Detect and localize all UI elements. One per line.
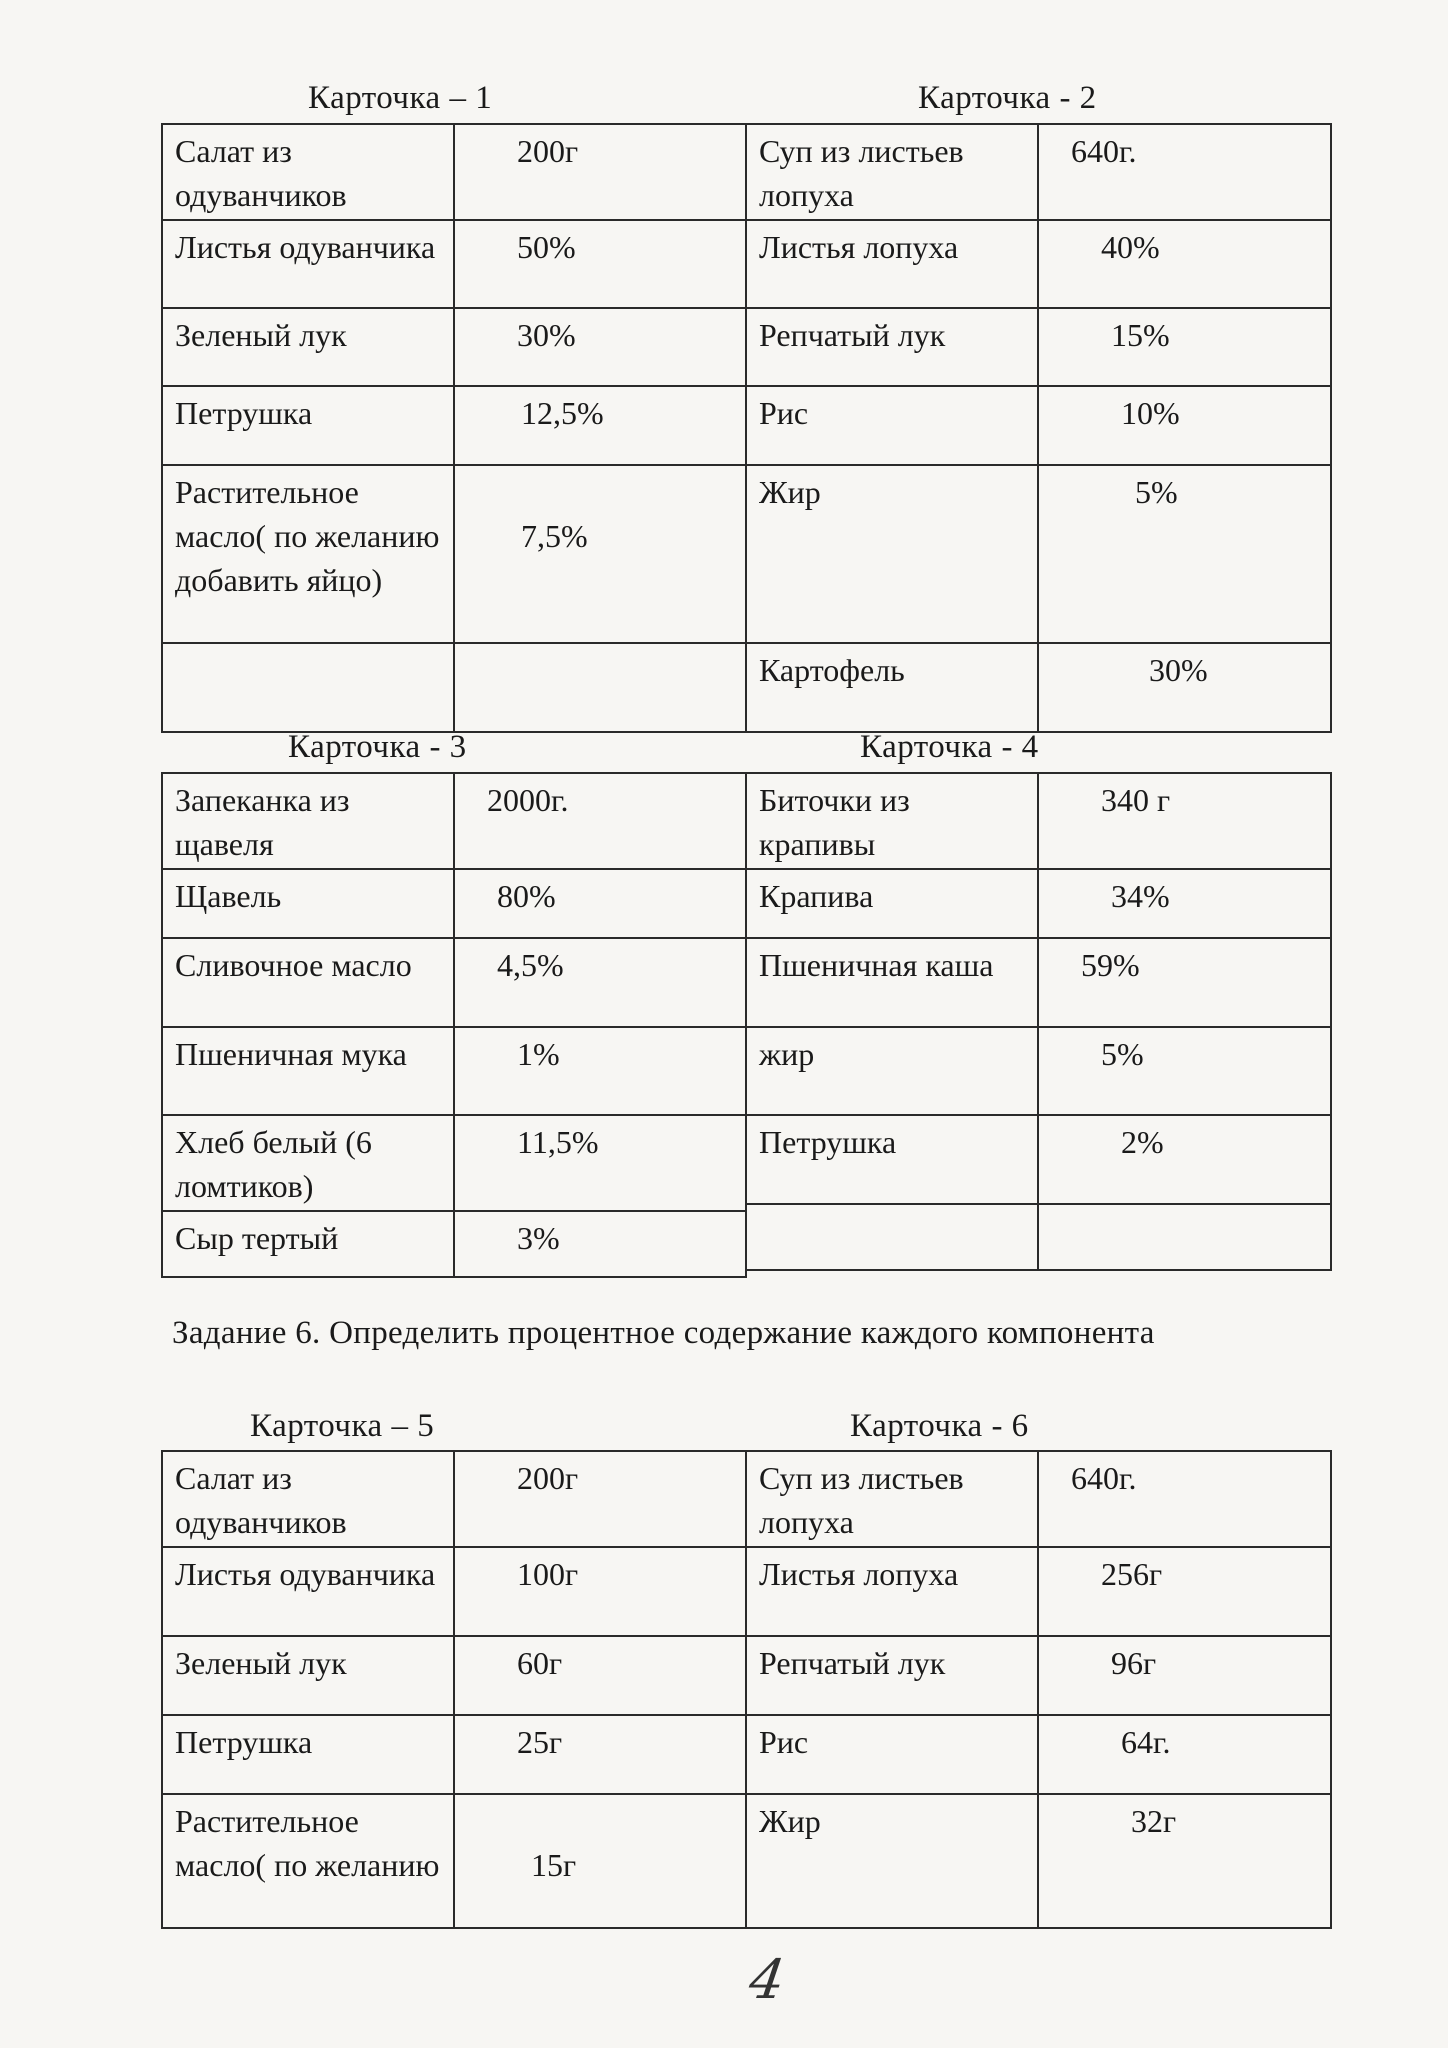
ingredient-value: 30% — [517, 317, 576, 353]
ingredient-value: 64г. — [1121, 1724, 1171, 1760]
ingredient-name: Жир — [746, 465, 1038, 643]
ingredient-value: 25г — [517, 1724, 563, 1760]
ingredient-value: 32г — [1131, 1803, 1177, 1839]
ingredient-value: 2% — [1121, 1124, 1164, 1160]
ingredient-value: 11,5% — [517, 1124, 599, 1160]
ingredient-name: Зеленый лук — [162, 308, 454, 386]
ingredient-value: 2000г. — [487, 782, 569, 818]
ingredient-name: Петрушка — [746, 1115, 1038, 1204]
card-3-table — [161, 772, 747, 1278]
task-heading: Задание 6. Определить процентное содержание каждого компонента — [172, 1315, 1155, 1351]
ingredient-name: Листья лопуха — [746, 220, 1038, 308]
ingredient-name: Растительное масло( по желанию — [162, 1794, 454, 1928]
ingredient-name: Суп из листьев лопуха — [746, 124, 1038, 220]
ingredient-name: жир — [746, 1027, 1038, 1115]
ingredient-name: Зеленый лук — [162, 1636, 454, 1715]
ingredient-value: 4,5% — [497, 947, 564, 983]
ingredient-value: 12,5% — [521, 395, 604, 431]
card-5-table — [161, 1450, 747, 1929]
ingredient-name: Петрушка — [162, 386, 454, 465]
ingredient-name: Листья лопуха — [746, 1547, 1038, 1636]
ingredient-name: Жир — [746, 1794, 1038, 1928]
ingredient-name: Картофель — [746, 643, 1038, 732]
ingredient-name: Листья одуванчика — [162, 1547, 454, 1636]
ingredient-value: 34% — [1111, 878, 1170, 914]
ingredient-value: 15г — [531, 1847, 577, 1883]
ingredient-value: 40% — [1101, 229, 1160, 265]
ingredient-name: Пшеничная каша — [746, 938, 1038, 1027]
ingredient-value: 200г — [517, 133, 579, 169]
card-1-table — [161, 123, 747, 733]
page-number: 4 — [745, 1948, 789, 2011]
card-4-table — [745, 772, 1332, 1271]
ingredient-value: 100г — [517, 1556, 579, 1592]
ingredient-value: 640г. — [1071, 1460, 1137, 1496]
card-2-table — [745, 123, 1332, 733]
ingredient-name: Рис — [746, 1715, 1038, 1794]
ingredient-name — [746, 1204, 1038, 1270]
ingredient-value: 15% — [1111, 317, 1170, 353]
ingredient-name — [162, 643, 454, 732]
ingredient-name: Репчатый лук — [746, 308, 1038, 386]
ingredient-value: 640г. — [1071, 133, 1137, 169]
card-1-title: Карточка – 1 — [308, 80, 493, 116]
ingredient-value: 96г — [1111, 1645, 1157, 1681]
card-2-title: Карточка - 2 — [918, 80, 1097, 116]
ingredient-value: 7,5% — [521, 518, 588, 554]
ingredient-value: 30% — [1149, 652, 1208, 688]
ingredient-value: 256г — [1101, 1556, 1163, 1592]
ingredient-name: Салат из одуванчиков — [162, 1451, 454, 1547]
ingredient-value: 1% — [517, 1036, 560, 1072]
ingredient-name: Крапива — [746, 869, 1038, 938]
ingredient-name: Суп из листьев лопуха — [746, 1451, 1038, 1547]
ingredient-name: Растительное масло( по желанию добавить яйцо) — [162, 465, 454, 643]
ingredient-name: Рис — [746, 386, 1038, 465]
ingredient-value: 50% — [517, 229, 576, 265]
card-3-title: Карточка - 3 — [288, 729, 467, 765]
ingredient-name: Листья одуванчика — [162, 220, 454, 308]
ingredient-name: Пшеничная мука — [162, 1027, 454, 1115]
ingredient-value: 10% — [1121, 395, 1180, 431]
ingredient-value: 5% — [1135, 474, 1178, 510]
ingredient-value: 80% — [497, 878, 556, 914]
ingredient-name: Петрушка — [162, 1715, 454, 1794]
ingredient-name: Хлеб белый (6 ломтиков) — [162, 1115, 454, 1211]
card-5-title: Карточка – 5 — [250, 1408, 435, 1444]
ingredient-value: 5% — [1101, 1036, 1144, 1072]
ingredient-name: Сыр тертый — [162, 1211, 454, 1277]
ingredient-name: Щавель — [162, 869, 454, 938]
ingredient-value: 59% — [1081, 947, 1140, 983]
ingredient-name: Сливочное масло — [162, 938, 454, 1027]
card-4-title: Карточка - 4 — [860, 729, 1039, 765]
ingredient-name: Репчатый лук — [746, 1636, 1038, 1715]
ingredient-value: 340 г — [1101, 782, 1171, 818]
card-6-title: Карточка - 6 — [850, 1408, 1029, 1444]
ingredient-name: Запеканка из щавеля — [162, 773, 454, 869]
ingredient-name: Биточки из крапивы — [746, 773, 1038, 869]
ingredient-value: 200г — [517, 1460, 579, 1496]
card-6-table — [745, 1450, 1332, 1929]
ingredient-value: 60г — [517, 1645, 563, 1681]
ingredient-name: Салат из одуванчиков — [162, 124, 454, 220]
ingredient-value: 3% — [517, 1220, 560, 1256]
